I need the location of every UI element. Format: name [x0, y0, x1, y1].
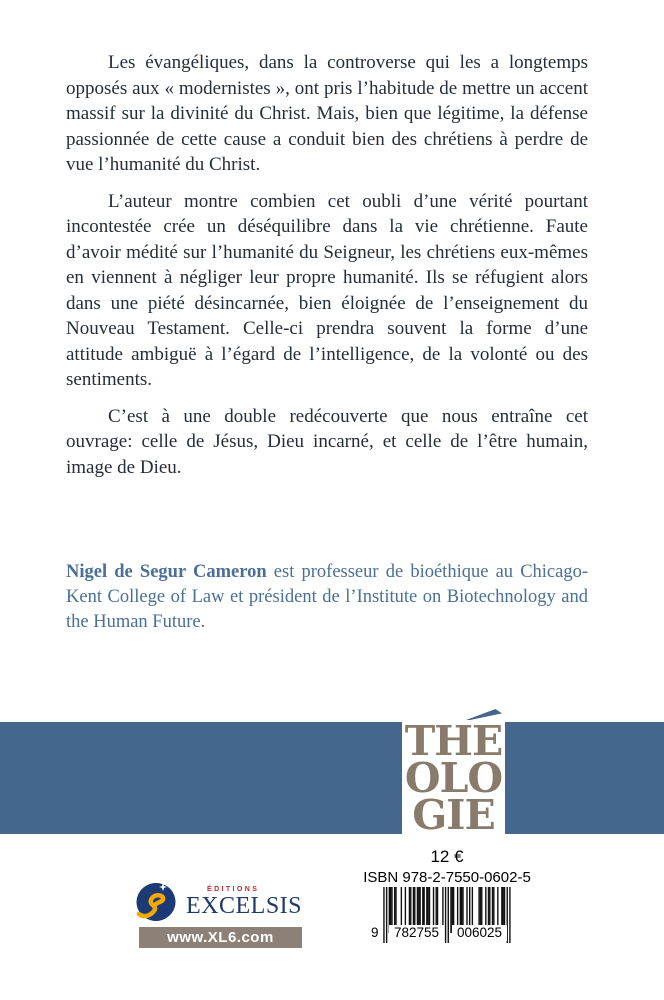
- category-label-box: [402, 717, 505, 839]
- category-band: [0, 717, 664, 839]
- synopsis-paragraph: L’auteur montre combien cet oubli d’une vérité pourtant incontestée crée un déséquilibre dans la vie chrétienne. Faute d’avoir médité sur l’humanité du Seigneur, les chrétiens eux-mêmes en viennent à négliger leur propre humanité. Ils se réfugient alors dans une piété désincarnée, bien éloignée de l’enseignement du Nouveau Testament. Celle-ci prendra souvent la forme d’une attitude ambiguë à l’égard de l’intelligence, de la volonté ou des sentiments.: [66, 190, 588, 390]
- category-line: GIE: [412, 791, 495, 839]
- author-bio-text: est professeur de bioéthique au Chicago-Kent College of Law et président de l’Institute on Biotechnology and the Human Future.: [66, 562, 588, 632]
- barcode-digit-group: 9: [371, 925, 379, 940]
- author-bio: [66, 560, 588, 635]
- publisher-name: EXCELSIS: [186, 893, 303, 919]
- category-line: THE: [404, 717, 503, 765]
- category-line: OLO: [404, 754, 503, 802]
- editions-label: ÉDITIONS: [207, 886, 260, 893]
- website-bar: [139, 927, 302, 948]
- excelsis-logo-icon: [135, 880, 177, 922]
- barcode-digit-group: 782755: [389, 925, 444, 941]
- synopsis-paragraph: C’est à une double redécouverte que nous entraîne cet ouvrage: celle de Jésus, Dieu incarné, et celle de l’être humain, image de Dieu.: [66, 405, 588, 478]
- barcode: [371, 887, 515, 949]
- synopsis: [66, 50, 588, 491]
- price-label: 12 €: [430, 847, 464, 866]
- website-url: www.XL6.com: [167, 929, 274, 946]
- barcode-digit-group: 006025: [452, 925, 507, 941]
- isbn-label: ISBN 978-2-7550-0602-5: [363, 869, 531, 886]
- author-name: Nigel de Segur Cameron: [66, 562, 267, 582]
- synopsis-paragraph: Les évangéliques, dans la controverse qui les a longtemps opposés aux « modernistes », ont pris l’habitude de mettre un accent massif sur la divinité du Christ. Mais, bien que légitime, la défense passionnée de cette cause a conduit bien des chrétiens à perdre de vue l’humanité du Christ.: [66, 52, 588, 175]
